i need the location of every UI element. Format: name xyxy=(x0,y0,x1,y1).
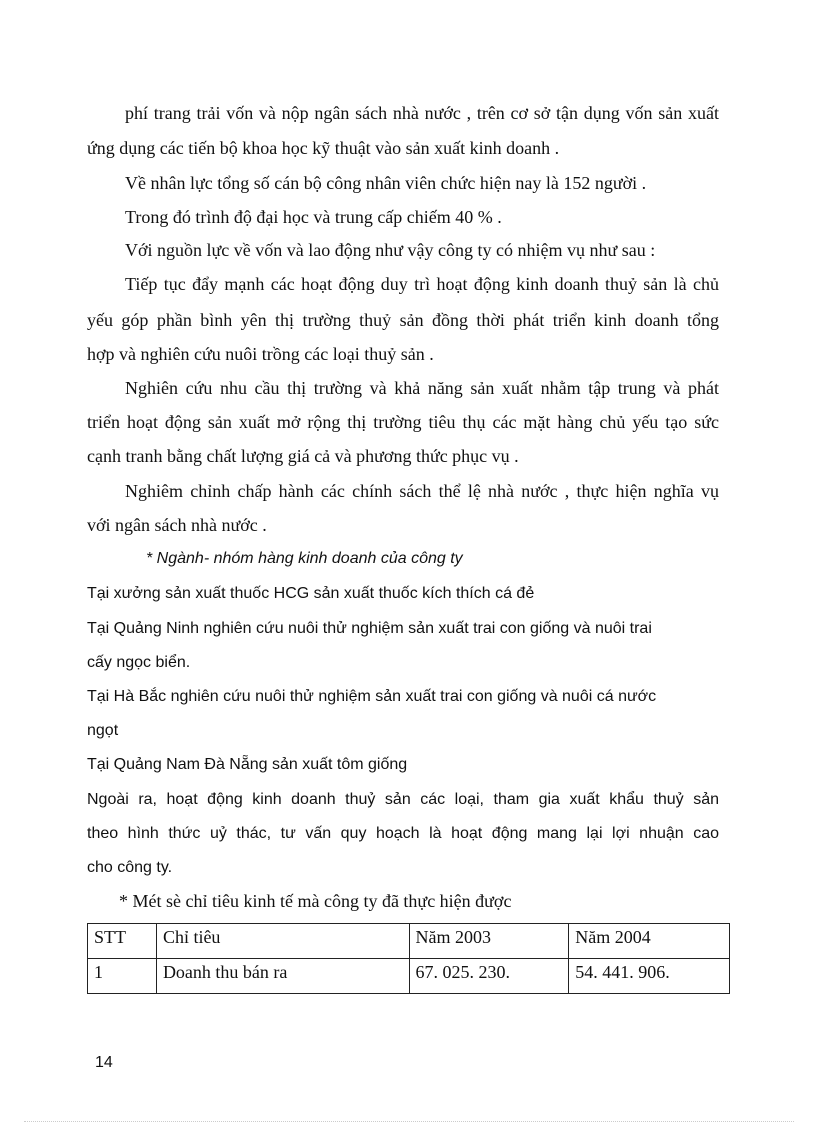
table-cell: 54. 441. 906. xyxy=(569,959,730,994)
paragraph-line: Về nhân lực tổng số cán bộ công nhân viên chức hiện nay là 152 người . xyxy=(125,173,647,193)
table-caption: * Mét sè chỉ tiêu kinh tế mà công ty đã thực hiện được xyxy=(119,891,512,911)
page-number: 14 xyxy=(95,1054,113,1071)
business-line: cấy ngọc biển. xyxy=(87,654,191,671)
business-line: Tại Quảng Ninh nghiên cứu nuôi thử nghiệm sản xuất trai con giống và nuôi trai xyxy=(87,620,652,637)
paragraph-line: phí trang trải vốn và nộp ngân sách nhà nước , trên cơ sở tận dụng vốn sản xuất xyxy=(125,103,719,123)
business-line: ngọt xyxy=(87,722,119,739)
table-cell: 1 xyxy=(88,959,157,994)
paragraph-line: Với nguồn lực về vốn và lao động như vậy công ty có nhiệm vụ như sau : xyxy=(125,240,656,260)
business-line: cho công ty. xyxy=(87,859,173,876)
business-line: theo hình thức uỷ thác, tư vấn quy hoạch là hoạt động mang lại lợi nhuận cao xyxy=(87,825,719,842)
business-line: Tại Quảng Nam Đà Nẵng sản xuất tôm giống xyxy=(87,756,408,773)
table-cell: 67. 025. 230. xyxy=(409,959,569,994)
paragraph-line: yếu góp phần bình yên thị trường thuỷ sản đồng thời phát triển kinh doanh tổng xyxy=(87,310,719,330)
header-cell-stt: STT xyxy=(88,924,157,959)
header-cell-2004: Năm 2004 xyxy=(569,924,730,959)
section-heading: * Ngành- nhóm hàng kinh doanh của công ty xyxy=(146,550,463,567)
paragraph-line: hợp và nghiên cứu nuôi trồng các loại thuỷ sản . xyxy=(87,344,434,364)
paragraph-line: Nghiêm chỉnh chấp hành các chính sách thể lệ nhà nước , thực hiện nghĩa vụ xyxy=(125,481,719,501)
business-line: Tại xưởng sản xuất thuốc HCG sản xuất thuốc kích thích cá đẻ xyxy=(87,585,535,602)
paragraph-line: với ngân sách nhà nước . xyxy=(87,515,267,535)
economic-indicators-table xyxy=(87,923,730,994)
paragraph-line: Trong đó trình độ đại học và trung cấp chiếm 40 % . xyxy=(125,207,502,227)
table-header-row xyxy=(88,924,730,959)
business-line: Ngoài ra, hoạt động kinh doanh thuỷ sản các loại, tham gia xuất khẩu thuỷ sản xyxy=(87,791,719,808)
paragraph-line: Nghiên cứu nhu cầu thị trường và khả năng sản xuất nhằm tập trung và phát xyxy=(125,378,719,398)
table-cell: Doanh thu bán ra xyxy=(156,959,409,994)
paragraph-line: triển hoạt động sản xuất mở rộng thị trường tiêu thụ các mặt hàng chủ yếu tạo sức xyxy=(87,412,719,432)
header-cell-2003: Năm 2003 xyxy=(409,924,569,959)
paragraph-line: ứng dụng các tiến bộ khoa học kỹ thuật vào sản xuất kinh doanh . xyxy=(87,138,560,158)
paragraph-line: Tiếp tục đẩy mạnh các hoạt động duy trì hoạt động kinh doanh thuỷ sản là chủ xyxy=(125,274,719,294)
footer-divider xyxy=(24,1121,794,1122)
business-line: Tại Hà Bắc nghiên cứu nuôi thử nghiệm sản xuất trai con giống và nuôi cá nước xyxy=(87,688,657,705)
paragraph-line: cạnh tranh bằng chất lượng giá cả và phương thức phục vụ . xyxy=(87,446,519,466)
table-row xyxy=(88,959,730,994)
header-cell-indicator: Chỉ tiêu xyxy=(156,924,409,959)
